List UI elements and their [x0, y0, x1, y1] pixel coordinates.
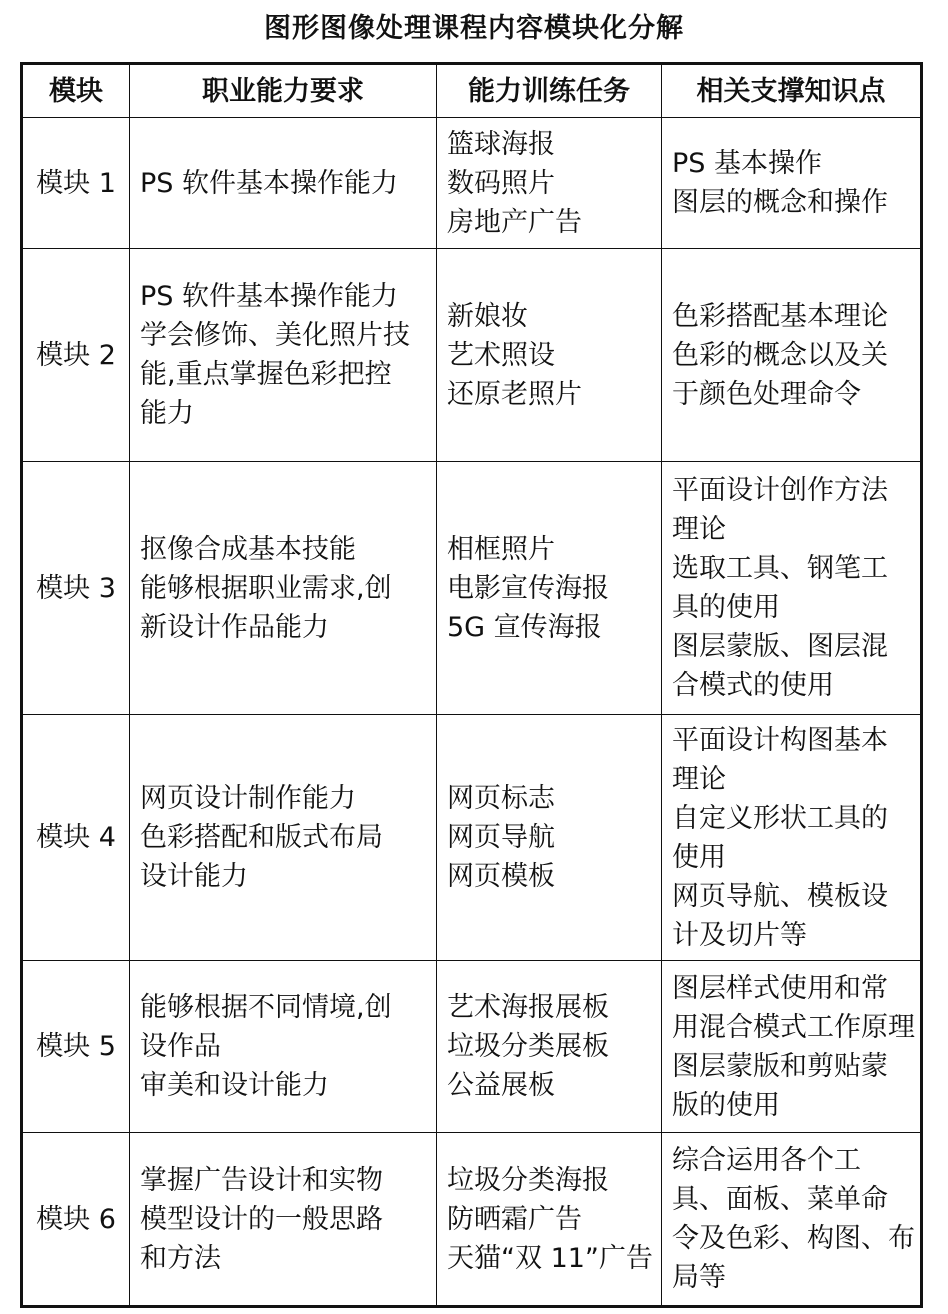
cell-line: 令及色彩、构图、布 — [672, 1223, 915, 1254]
table-row — [22, 118, 922, 249]
cell-line: 电影宣传海报 — [447, 572, 609, 604]
cell-line: 图层蒙版、图层混 — [672, 631, 888, 662]
cell-line: 色彩搭配基本理论 — [672, 300, 888, 332]
ability-cell — [130, 249, 437, 462]
cell-line: 数码照片 — [447, 167, 555, 199]
ability-cell — [130, 462, 437, 715]
cell-line: 色彩的概念以及关 — [672, 339, 888, 371]
cell-line: 篮球海报 — [447, 128, 555, 160]
header-ability: 职业能力要求 — [130, 64, 437, 118]
cell-line: 版的使用 — [672, 1089, 780, 1121]
cell-line: 网页导航、模板设 — [672, 880, 888, 912]
cell-line: PS 软件基本操作能力 — [140, 281, 399, 312]
header-knowledge: 相关支撑知识点 — [662, 64, 922, 118]
cell-line: 还原老照片 — [447, 378, 582, 410]
header-tasks: 能力训练任务 — [437, 64, 662, 118]
tasks-cell — [437, 961, 662, 1133]
cell-line: 网页模板 — [447, 861, 555, 892]
module-cell: 模块 2 — [22, 249, 130, 462]
cell-line: 防晒霜广告 — [447, 1203, 582, 1235]
table-row — [22, 961, 922, 1133]
cell-line: 理论 — [672, 763, 726, 795]
module-cell: 模块 4 — [22, 715, 130, 961]
knowledge-cell — [662, 715, 922, 961]
tasks-cell — [437, 249, 662, 462]
cell-line: 于颜色处理命令 — [672, 378, 861, 410]
cell-line: 理论 — [672, 514, 726, 545]
table-row — [22, 1133, 922, 1307]
cell-line: 天猫“双 11”广告 — [447, 1242, 653, 1274]
cell-line: 计及切片等 — [672, 919, 807, 951]
ability-cell — [130, 715, 437, 961]
cell-line: 掌握广告设计和实物 — [140, 1164, 383, 1196]
cell-line: 网页设计制作能力 — [140, 783, 356, 814]
cell-line: 设作品 — [140, 1031, 221, 1062]
cell-line: 5G 宣传海报 — [447, 611, 602, 643]
cell-line: 模型设计的一般思路 — [140, 1203, 383, 1235]
tasks-cell — [437, 1133, 662, 1307]
ability-cell — [130, 1133, 437, 1307]
knowledge-cell — [662, 462, 922, 715]
knowledge-cell — [662, 961, 922, 1133]
cell-line: PS 软件基本操作能力 — [140, 167, 399, 199]
tasks-cell — [437, 462, 662, 715]
knowledge-cell — [662, 118, 922, 249]
knowledge-cell — [662, 249, 922, 462]
knowledge-cell — [662, 1133, 922, 1307]
cell-line: 自定义形状工具的 — [672, 802, 888, 834]
cell-line: 具、面板、菜单命 — [672, 1184, 888, 1215]
cell-line: 图层样式使用和常 — [672, 972, 888, 1004]
cell-line: 新设计作品能力 — [140, 611, 329, 643]
cell-line: 房地产广告 — [447, 206, 582, 238]
tasks-cell — [437, 715, 662, 961]
tasks-cell — [437, 118, 662, 249]
header-row — [22, 64, 922, 118]
ability-cell — [130, 961, 437, 1133]
cell-line: 网页标志 — [447, 783, 555, 814]
module-table — [20, 62, 923, 1308]
cell-line: 能够根据不同情境,创 — [140, 992, 392, 1023]
cell-line: 艺术海报展板 — [447, 992, 609, 1023]
cell-line: 垃圾分类展板 — [447, 1031, 609, 1062]
module-cell: 模块 1 — [22, 118, 130, 249]
cell-line: 能,重点掌握色彩把控 — [140, 359, 392, 390]
cell-line: 色彩搭配和版式布局 — [140, 822, 383, 853]
module-cell: 模块 3 — [22, 462, 130, 715]
cell-line: 用混合模式工作原理 — [672, 1011, 915, 1043]
cell-line: 抠像合成基本技能 — [140, 533, 356, 565]
table-row — [22, 462, 922, 715]
cell-line: 垃圾分类海报 — [447, 1164, 609, 1196]
cell-line: 和方法 — [140, 1242, 221, 1274]
table-row — [22, 715, 922, 961]
cell-line: 学会修饰、美化照片技 — [140, 320, 410, 351]
cell-line: 合模式的使用 — [672, 670, 834, 701]
cell-line: 相框照片 — [447, 533, 555, 565]
module-cell: 模块 6 — [22, 1133, 130, 1307]
cell-line: 审美和设计能力 — [140, 1070, 329, 1101]
header-module: 模块 — [22, 64, 130, 118]
cell-line: 公益展板 — [447, 1070, 555, 1101]
cell-line: 选取工具、钢笔工 — [672, 553, 888, 584]
cell-line: PS 基本操作 — [672, 148, 823, 179]
ability-cell — [130, 118, 437, 249]
cell-line: 使用 — [672, 841, 726, 873]
table-title: 图形图像处理课程内容模块化分解 — [264, 13, 684, 44]
cell-line: 图层蒙版和剪贴蒙 — [672, 1050, 888, 1082]
cell-line: 网页导航 — [447, 822, 555, 853]
cell-line: 具的使用 — [672, 592, 780, 623]
cell-line: 局等 — [672, 1262, 726, 1293]
cell-line: 艺术照设 — [447, 339, 555, 371]
module-cell: 模块 5 — [22, 961, 130, 1133]
cell-line: 综合运用各个工 — [672, 1145, 861, 1176]
table-body — [22, 118, 922, 1307]
table-row — [22, 249, 922, 462]
cell-line: 图层的概念和操作 — [672, 187, 888, 218]
cell-line: 能力 — [140, 398, 194, 429]
cell-line: 设计能力 — [140, 861, 248, 892]
cell-line: 能够根据职业需求,创 — [140, 572, 392, 604]
cell-line: 新娘妆 — [447, 300, 528, 332]
cell-line: 平面设计构图基本 — [672, 724, 888, 756]
cell-line: 平面设计创作方法 — [672, 475, 888, 506]
